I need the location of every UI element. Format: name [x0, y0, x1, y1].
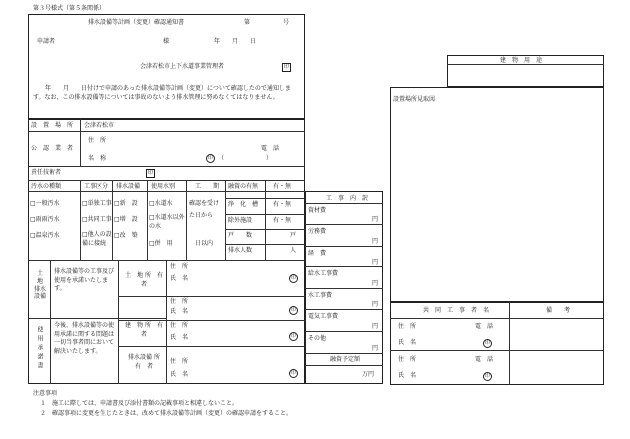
joint-worker-name: 氏 名 [398, 372, 417, 379]
cost-row-yen: 円 [372, 238, 379, 245]
engineer-seal: 印 [147, 170, 153, 176]
households-label: 戸 数 [228, 232, 253, 239]
water-use-option[interactable]: □水道水 [149, 200, 173, 207]
note-item: ２ 確認事項に変更を生じたときは、改めて排水設備等計画（変更）の確認申請をすること。 [40, 410, 293, 417]
notice-body: 年 月 日付けで申請のあった排水設備等計画（変更）について確認したので通知します。なお、この排水設備等については事故のないよう排水管理に努めなくてはなりません。 [33, 85, 291, 101]
location-value: 会津若松市 [84, 122, 115, 129]
drain-people-label: 排水人数 [228, 247, 253, 254]
work-type-option[interactable]: □共同工事 [82, 216, 112, 223]
applicant-sama: 様 [163, 38, 170, 45]
location-label: 設 置 場 所 [31, 122, 74, 129]
building-owner-seal: 印 [290, 333, 296, 339]
period-line: た日から [189, 212, 214, 219]
contractor-address-label: 住 所 [88, 137, 107, 144]
work-type-option[interactable]: □他人の設備に接続 [82, 231, 112, 247]
equipment-owner-address: 住 所 [170, 358, 189, 365]
equipment-owner-name: 氏 名 [170, 371, 189, 378]
issuer-seal: 印 [283, 64, 289, 70]
engineer-label: 責任技術者 [31, 169, 62, 176]
owner-address: 住 所 [170, 298, 189, 305]
building-owner-address: 住 所 [170, 322, 189, 329]
remarks-title: 備 考 [546, 307, 571, 314]
notice-dai: 第 [244, 19, 251, 26]
water-use-option[interactable]: □併 用 [149, 240, 173, 247]
contractor-name-label: 名 称 [88, 155, 107, 162]
pledge-text: 今後、排水設備等の使用承諾に関する問題は一切当事者間において解決いたします。 [54, 322, 115, 356]
water-use-option[interactable]: □水道水以外の水 [149, 214, 185, 230]
col-sewage-type: 汚水の種類 [31, 183, 62, 190]
equipment-option[interactable]: □改 築 [114, 232, 138, 239]
sewage-type-option[interactable]: □一般汚水 [30, 200, 60, 207]
contractor-phone-paren: （ ） [218, 155, 273, 162]
col-water-use: 使用水別 [151, 183, 176, 190]
site-map-box [390, 87, 604, 302]
owner-seal: 印 [290, 307, 296, 313]
consent-text: 排水設備等の工事及び使用を承諾いたします。 [54, 268, 115, 293]
joint-worker-address: 住 所 [398, 323, 417, 330]
sewage-type-option[interactable]: □雨雨汚水 [30, 216, 60, 223]
cost-row-yen: 円 [372, 216, 379, 223]
joint-worker-address: 住 所 [398, 356, 417, 363]
joint-workers-title: 共 同 工 事 者 名 [423, 307, 490, 314]
owner-name: 氏 名 [170, 308, 189, 315]
households-unit: 戸 [290, 232, 297, 239]
cost-row-yen: 円 [372, 301, 379, 308]
building-owner-name: 氏 名 [170, 334, 189, 341]
form-number: 第３号様式（第５条関係） [33, 5, 106, 12]
joint-worker-phone: 電 話 [475, 323, 494, 330]
drain-people-unit: 人 [290, 247, 297, 254]
notice-title: 排水設備等計画（変更）確認通知書 [88, 19, 185, 26]
joint-worker-phone: 電 話 [475, 356, 494, 363]
joint-worker-seal: 印 [484, 373, 490, 379]
cost-row-yen: 円 [372, 345, 379, 352]
cost-title: 工 事 内 訳 [326, 195, 369, 202]
equipment-option[interactable]: □増 設 [114, 216, 138, 223]
work-type-option[interactable]: □単独工事 [82, 200, 112, 207]
cost-row-label: 労務費 [308, 228, 327, 235]
septic-tank-yes-no: 有・無 [273, 201, 292, 208]
col-period: 工 期 [195, 183, 220, 190]
notice-go: 号 [283, 19, 290, 26]
pledge-label: 使用承諾書 [36, 326, 43, 371]
land-owner-seal: 印 [290, 275, 296, 281]
period-line: 日以内 [195, 240, 214, 247]
loan-plan-unit: 万円 [362, 371, 375, 378]
joint-workers-table [390, 302, 604, 385]
cost-row-label: その他 [308, 335, 327, 342]
site-map-label: 設置場所見取図 [393, 96, 436, 103]
cost-row-label: 給水工事費 [308, 270, 339, 277]
period-line: 確認を受け [189, 200, 220, 207]
cost-row-yen: 円 [372, 323, 379, 330]
note-item: １ 施工に際しては、申請書及び添付書類の記載事項と相違しないこと。 [40, 400, 239, 407]
col-work-type: 工事区分 [84, 183, 109, 190]
land-owner-address: 住 所 [170, 263, 189, 270]
exclusion-facility-yes-no: 有・無 [273, 217, 292, 224]
cost-row-label: 資材費 [308, 207, 327, 214]
joint-worker-seal: 印 [484, 340, 490, 346]
applicant-label: 申請者 [37, 38, 56, 45]
equipment-owner-seal: 印 [290, 370, 296, 376]
consent-label: 土 地 排水 設備 [34, 270, 47, 301]
contractor-phone-label: 電 話 [261, 145, 280, 152]
septic-tank-label: 浄 化 槽 [228, 201, 259, 208]
septic-yes-no: 有・無 [273, 183, 292, 190]
cost-row-label: 水工事費 [308, 292, 333, 299]
exclusion-facility-label: 除外施設 [228, 217, 253, 224]
notes-title: 注意事項 [33, 390, 58, 397]
col-septic: 融資の有無 [228, 183, 259, 190]
land-owner-name: 氏 名 [170, 275, 189, 282]
col-equipment: 排水設備 [116, 183, 141, 190]
equipment-option[interactable]: □新 設 [114, 200, 138, 207]
cost-row-label: 電気工事費 [308, 313, 339, 320]
building-use-title: 建 物 用 途 [500, 57, 543, 64]
land-owner-label: 土 地 所 有 者 [125, 272, 169, 288]
building-owner-label: 建 物 所 有 者 [125, 322, 169, 338]
cost-row-yen: 円 [372, 259, 379, 266]
contractor-seal: 印 [207, 155, 213, 161]
equipment-owner-label: 排水設備 所 有 者 [128, 354, 166, 370]
sewage-type-option[interactable]: □温泉汚水 [30, 232, 60, 239]
contractor-label: 公 認 業 者 [31, 145, 74, 152]
cost-row-yen: 円 [372, 280, 379, 287]
cost-row-label: 経 費 [308, 250, 327, 257]
loan-plan-label: 融資予定額 [330, 356, 361, 363]
joint-worker-name: 氏 名 [398, 339, 417, 346]
issuer-name: 会津若松市上下水道事業管理者 [140, 63, 225, 70]
notice-date: 年 月 日 [214, 38, 257, 45]
